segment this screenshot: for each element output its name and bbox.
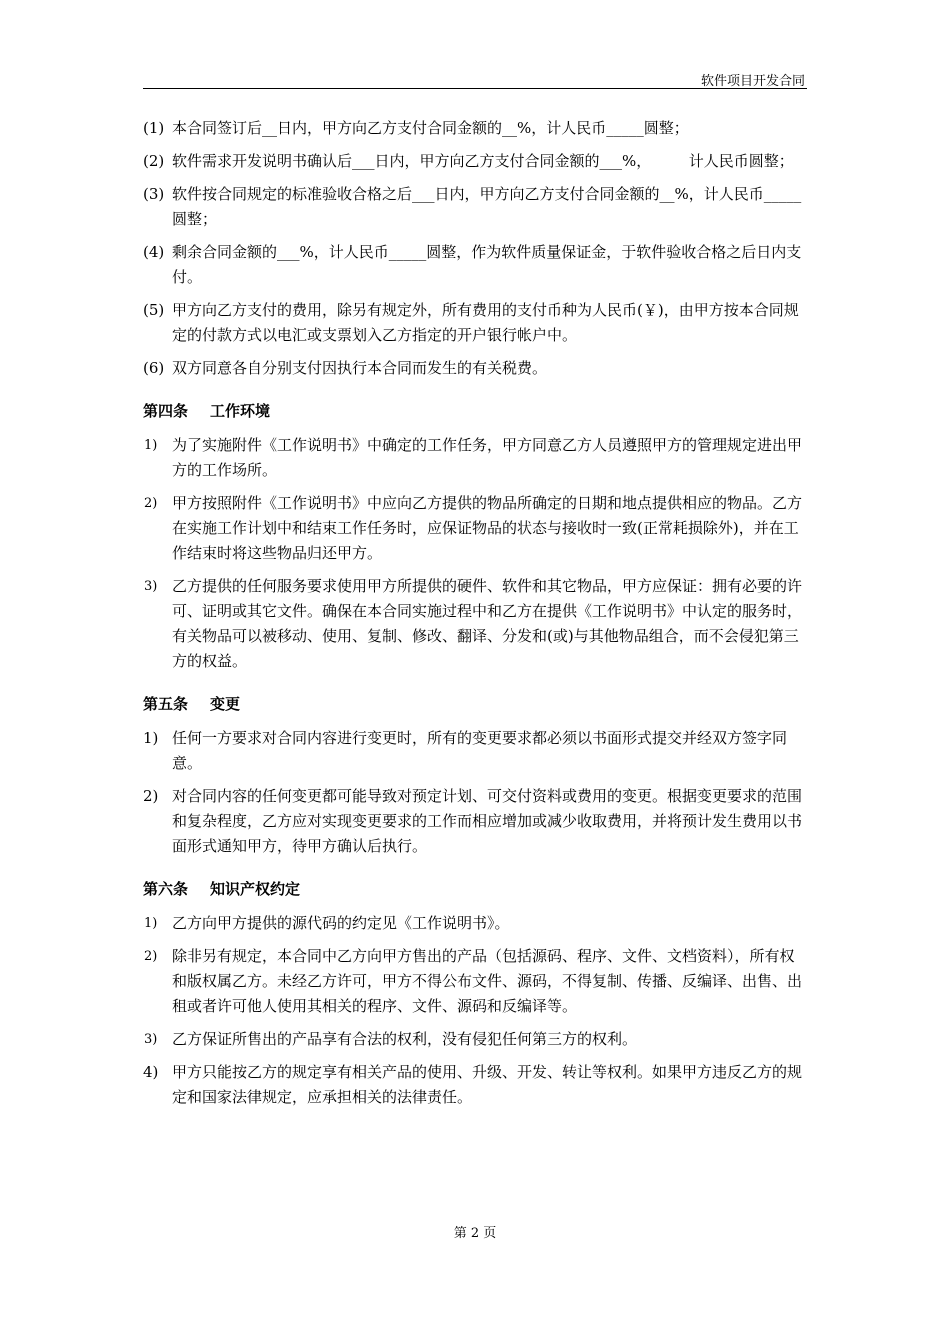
- item-number: 4): [143, 1063, 159, 1081]
- item-text: 对合同内容的任何变更都可能导致对预定计划、可交付资料或费用的变更。根据变更要求的范围和复杂程度，乙方应对实现变更要求的工作而相应增加或减少收取费用，并将预计发生费用以书面形式通知甲方，待甲方确认后执行。: [172, 787, 803, 855]
- document-body: [143, 116, 807, 1118]
- section6-item-1: [143, 911, 807, 936]
- payment-item-6: [143, 356, 807, 381]
- item-text: 甲方按照附件《工作说明书》中应向乙方提供的物品所确定的日期和地点提供相应的物品。乙方在实施工作计划中和结束工作任务时，应保证物品的状态与接收时一致(正常耗损除外)，并在工作结束时将这些物品归还甲方。: [172, 494, 803, 562]
- section-title: 工作环境: [210, 402, 271, 420]
- item-text: 任何一方要求对合同内容进行变更时，所有的变更要求都必须以书面形式提交并经双方签字同意。: [172, 729, 788, 772]
- item-number: (4): [143, 243, 165, 261]
- item-number: 1): [144, 916, 158, 931]
- item-text: 除非另有规定，本合同中乙方向甲方售出的产品（包括源码、程序、文件、文档资料），所有权和版权属乙方。未经乙方许可，甲方不得公布文件、源码，不得复制、传播、反编译、出售、出租或者许可他人使用其相关的程序、文件、源码和反编译等。: [172, 947, 803, 1015]
- item-number: (5): [143, 301, 165, 319]
- item-text: 乙方向甲方提供的源代码的约定见《工作说明书》。: [172, 914, 510, 932]
- item-text: 软件按合同规定的标准验收合格之后___日内，甲方向乙方支付合同金额的__%，计人民币_____圆整；: [172, 185, 802, 228]
- item-number: 1): [143, 729, 159, 747]
- payment-item-4: [143, 240, 807, 290]
- item-text: 乙方提供的任何服务要求使用甲方所提供的硬件、软件和其它物品，甲方应保证：拥有必要的许可、证明或其它文件。确保在本合同实施过程中和乙方在提供《工作说明书》中认定的服务时，有关物品可以被移动、使用、复制、修改、翻译、分发和(或)与其他物品组合，而不会侵犯第三方的权益。: [172, 577, 803, 670]
- item-text: 乙方保证所售出的产品享有合法的权利，没有侵犯任何第三方的权利。: [172, 1030, 638, 1048]
- item-text: 甲方只能按乙方的规定享有相关产品的使用、升级、开发、转让等权利。如果甲方违反乙方的规定和国家法律规定，应承担相关的法律责任。: [172, 1063, 803, 1106]
- section-title: 变更: [210, 695, 241, 713]
- item-number: (6): [143, 359, 165, 377]
- item-number: (2): [143, 152, 165, 170]
- section-label: 第四条: [143, 402, 189, 420]
- section-label: 第六条: [143, 880, 189, 898]
- section5-item-1: [143, 726, 807, 776]
- section6-item-2: [143, 944, 807, 1019]
- payment-item-2: [143, 149, 807, 174]
- section5-item-2: [143, 784, 807, 859]
- section4-item-3: [143, 574, 807, 674]
- item-text: 甲方向乙方支付的费用，除另有规定外，所有费用的支付币种为人民币(￥)，由甲方按本合同规定的付款方式以电汇或支票划入乙方指定的开户银行帐户中。: [172, 301, 799, 344]
- item-text: 为了实施附件《工作说明书》中确定的工作任务，甲方同意乙方人员遵照甲方的管理规定进出甲方的工作场所。: [172, 436, 803, 479]
- item-number: (3): [143, 185, 165, 203]
- item-number: 1): [144, 438, 158, 453]
- section4-item-1: [143, 433, 807, 483]
- item-text: 本合同签订后__日内，甲方向乙方支付合同金额的__%，计人民币_____圆整；: [172, 119, 689, 137]
- section-title: 知识产权约定: [210, 880, 301, 898]
- item-number: (1): [143, 119, 165, 137]
- item-number: 3): [144, 1032, 158, 1047]
- item-number: 2): [144, 949, 158, 964]
- item-text: 软件需求开发说明书确认后___日内，甲方向乙方支付合同金额的___%， 计人民币圆整；: [172, 152, 794, 170]
- section-label: 第五条: [143, 695, 189, 713]
- section6-item-4: [143, 1060, 807, 1110]
- payment-item-5: [143, 298, 807, 348]
- section6-item-3: [143, 1027, 807, 1052]
- item-number: 3): [144, 579, 158, 594]
- payment-item-1: [143, 116, 807, 141]
- section-heading-6: [143, 877, 807, 902]
- header-title: 软件项目开发合同: [700, 74, 805, 89]
- item-number: 2): [143, 787, 159, 805]
- item-number: 2): [144, 496, 158, 511]
- section-heading-5: [143, 692, 807, 717]
- page-number: 第 2 页: [453, 1226, 497, 1241]
- section-heading-4: [143, 399, 807, 424]
- payment-item-3: [143, 182, 807, 232]
- item-text: 双方同意各自分别支付因执行本合同而发生的有关税费。: [172, 359, 548, 377]
- item-text: 剩余合同金额的___%，计人民币_____圆整，作为软件质量保证金，于软件验收合格之后日内支付。: [172, 243, 802, 286]
- header-rule: [143, 88, 807, 89]
- section4-item-2: [143, 491, 807, 566]
